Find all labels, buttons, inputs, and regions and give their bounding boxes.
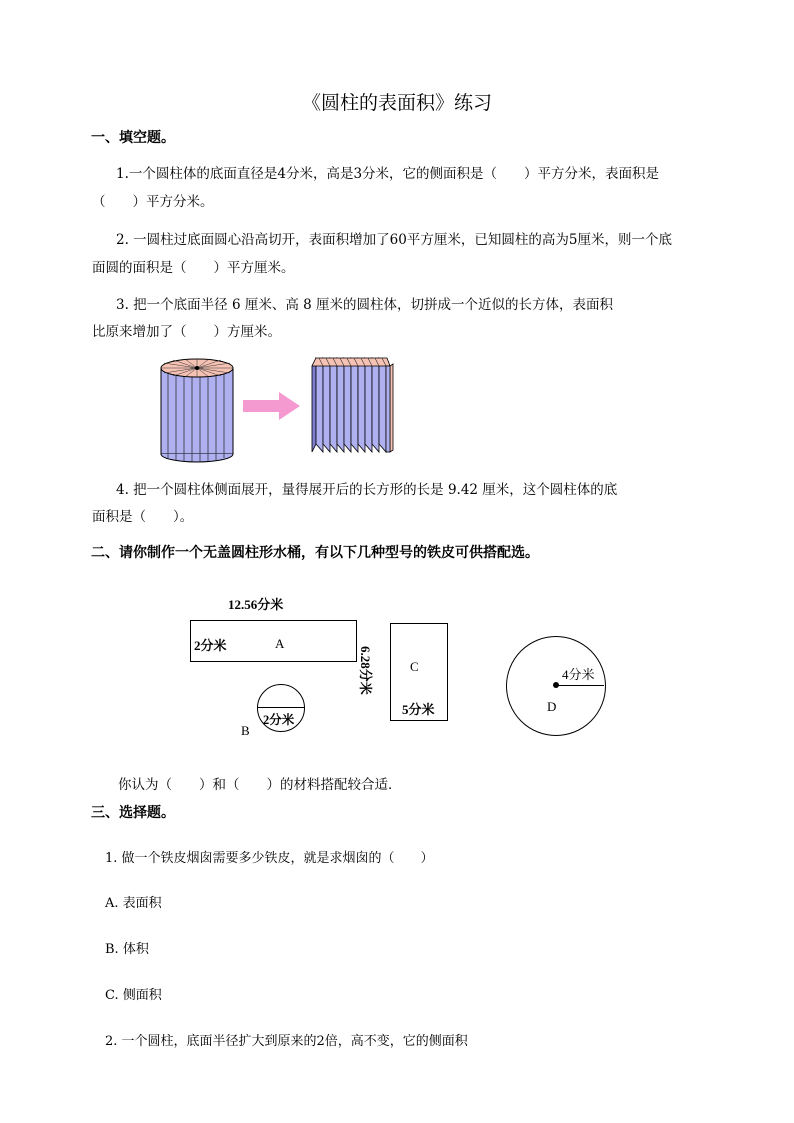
label-a-length: 12.56分米 [228, 597, 284, 612]
q3-line1: 3. 把一个底面半径 6 厘米、高 8 厘米的圆柱体，切拼成一个近似的长方体，表面积 [116, 297, 614, 313]
sheet-b-diameter [258, 707, 304, 708]
label-a-width: 2分米 [194, 638, 227, 653]
label-c-height: 6.28分米 [358, 646, 373, 695]
label-b: B [241, 723, 250, 738]
sheet-d-radius [556, 685, 604, 686]
mc-q1: 1. 做一个铁皮烟囱需要多少铁皮，就是求烟囱的（ ） [105, 851, 434, 866]
q4-line2: 面积是（ ）。 [92, 509, 194, 525]
q4-line1: 4. 把一个圆柱体侧面展开，量得展开后的长方形的长是 9.42 厘米，这个圆柱体的底 [116, 482, 618, 498]
label-c-width: 5分米 [402, 702, 435, 717]
section2-answer-line: 你认为（ ）和（ ）的材料搭配较合适． [118, 777, 402, 793]
q3-line2: 比原来增加了（ ）方厘米。 [92, 324, 281, 340]
label-a: A [275, 636, 285, 651]
mc-q1-option-c: C. 侧面积 [105, 988, 162, 1003]
q2-line2: 面圆的面积是（ ）平方厘米。 [92, 260, 295, 276]
label-b-diameter: 2分米 [263, 713, 295, 727]
mc-q2: 2. 一个圆柱，底面半径扩大到原来的2倍，高不变，它的侧面积 [105, 1034, 468, 1049]
section3-heading: 三、选择题。 [91, 805, 175, 821]
label-d: D [547, 699, 557, 714]
mc-q1-option-b: B. 体积 [105, 942, 149, 957]
q2-line1: 2. 一圆柱过底面圆心沿高切开，表面积增加了60平方厘米，已知圆柱的高为5厘米，则一个底 [116, 232, 672, 248]
label-d-radius: 4分米 [562, 667, 595, 682]
label-c: C [410, 659, 419, 674]
sheet-d-center [553, 682, 559, 688]
q1-line2: （ ）平方分米。 [92, 194, 214, 210]
q1-line1: 1.一个圆柱体的底面直径是4分米，高是3分米，它的侧面积是（ ）平方分米，表面积是 [116, 166, 660, 182]
approx-prism [312, 358, 393, 452]
page-title: 《圆柱的表面积》练习 [301, 92, 492, 114]
section2-heading: 二、请你制作一个无盖圆柱形水桶，有以下几种型号的铁皮可供搭配选。 [91, 545, 539, 561]
cylinder-to-prism-figure [155, 354, 425, 460]
mc-q1-option-a: A. 表面积 [105, 896, 162, 911]
arrow-right-icon [243, 392, 300, 420]
section1-heading: 一、填空题。 [91, 130, 175, 146]
cut-cylinder [161, 359, 233, 462]
